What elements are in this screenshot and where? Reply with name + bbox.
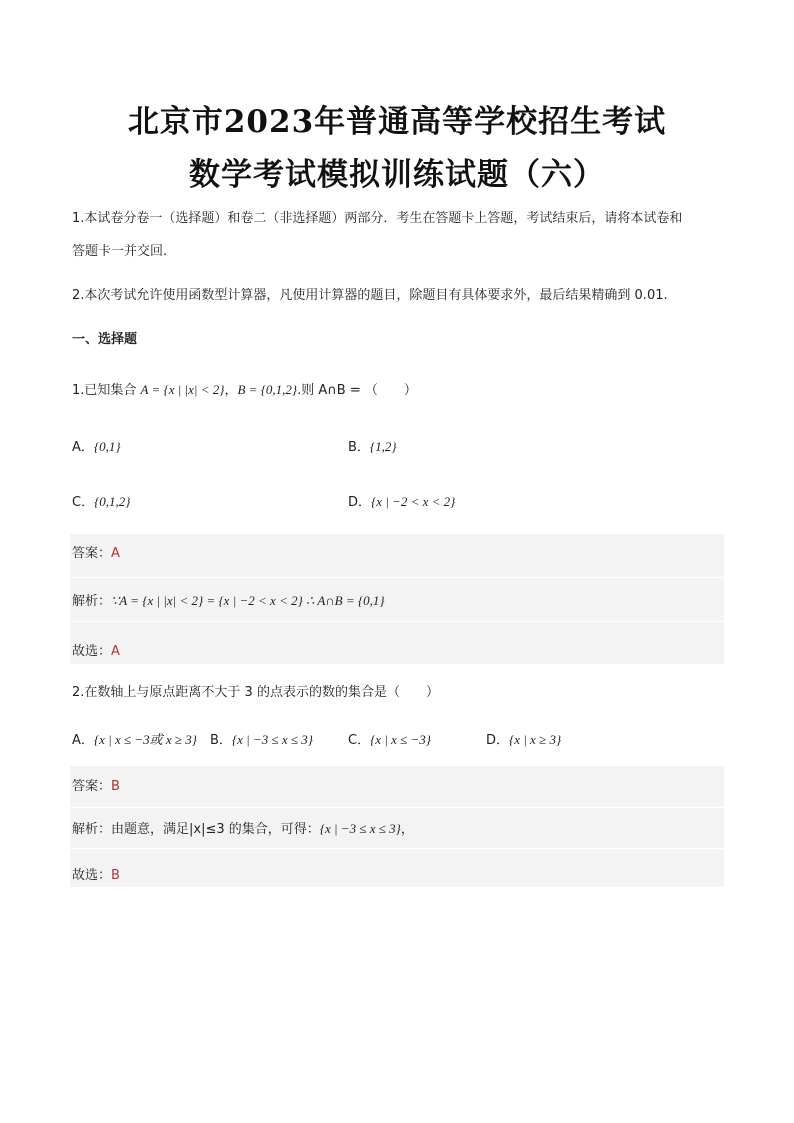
question-1-prefix: 1.已知集合	[72, 383, 141, 398]
q1-option-c-value: {0,1,2}	[94, 494, 131, 509]
q2-analysis-label: 解析：	[72, 822, 112, 837]
q1-option-a-value: {0,1}	[93, 439, 121, 454]
q2-option-a-label: A．	[72, 733, 94, 748]
q1-option-d	[348, 491, 455, 510]
q1-option-d-value: {x | −2 < x < 2}	[371, 494, 456, 509]
exam-subtitle: 数学考试模拟训练试题（六）	[189, 157, 605, 193]
instruction-1-line-2: 答题卡一并交回.	[72, 244, 168, 259]
q1-option-c-label: C．	[72, 495, 95, 510]
question-1-set-b: B = {0,1,2}	[237, 382, 298, 397]
q2-analysis-end: ，	[400, 822, 414, 837]
q1-option-b-label: B．	[348, 440, 370, 455]
q2-option-b-label: B．	[210, 733, 232, 748]
q1-answer-divider-2	[70, 621, 724, 622]
q2-option-d-value: {x | x ≥ 3}	[509, 732, 562, 747]
q2-option-b	[210, 729, 313, 748]
q1-answer-label: 答案：	[72, 546, 112, 561]
q1-option-a-label: A．	[72, 440, 94, 455]
question-1	[72, 381, 417, 400]
q2-answer	[72, 775, 120, 794]
q1-option-c	[72, 491, 130, 510]
q2-option-d-label: D．	[486, 733, 510, 748]
q1-choose	[72, 640, 120, 659]
q2-option-d	[486, 729, 561, 748]
q1-option-a	[72, 436, 121, 455]
q1-answer-value: A	[111, 546, 120, 561]
q2-option-a-value: {x | x ≤ −3或 x ≥ 3}	[93, 732, 197, 747]
q1-option-d-label: D．	[348, 495, 372, 510]
q1-answer-divider-1	[70, 577, 724, 578]
q1-choose-value: A	[111, 644, 120, 659]
question-1-separator: ，	[224, 383, 238, 398]
q2-answer-value: B	[111, 779, 120, 794]
q2-option-a	[72, 729, 197, 748]
q1-answer	[72, 542, 120, 561]
instruction-2: 2.本次考试允许使用函数型计算器，凡使用计算器的题目，除题目有具体要求外，最后结果精确到 0.01.	[72, 288, 668, 303]
question-1-tail: .则 A∩B = （ ）	[297, 383, 417, 398]
q2-option-c	[348, 729, 431, 748]
q2-choose-label: 故选：	[72, 868, 112, 883]
q2-choose-value: B	[111, 868, 120, 883]
q1-option-b-value: {1,2}	[369, 439, 397, 454]
q2-analysis-text: 由题意，满足|x|≤3 的集合，可得：	[111, 822, 320, 837]
q2-answer-divider-1	[70, 807, 724, 808]
q2-option-b-value: {x | −3 ≤ x ≤ 3}	[231, 732, 313, 747]
question-2: 2.在数轴上与原点距离不大于 3 的点表示的数的集合是（ ）	[72, 685, 439, 700]
q1-analysis-label: 解析：	[72, 594, 112, 609]
q2-option-c-label: C．	[348, 733, 371, 748]
q2-answer-label: 答案：	[72, 779, 112, 794]
q1-choose-label: 故选：	[72, 644, 112, 659]
section-heading-choice: 一、选择题	[72, 332, 138, 347]
instruction-1-line-1: 1.本试卷分卷一（选择题）和卷二（非选择题）两部分．考生在答题卡上答题，考试结束后，请将本试卷和	[72, 211, 683, 226]
exam-title: 北京市2023年普通高等学校招生考试	[127, 104, 667, 140]
q1-option-b	[348, 436, 397, 455]
q2-analysis-math: {x | −3 ≤ x ≤ 3}	[319, 821, 401, 836]
q2-option-c-value: {x | x ≤ −3}	[370, 732, 431, 747]
q1-analysis-value: ∵A = {x | |x| < 2} = {x | −2 < x < 2} ∴ A∩B = {0,1}	[111, 593, 385, 608]
q2-choose	[72, 864, 120, 883]
q1-analysis	[72, 590, 385, 609]
q2-answer-divider-2	[70, 848, 724, 849]
question-1-set-a: A = {x | |x| < 2}	[140, 382, 225, 397]
q2-analysis	[72, 818, 414, 837]
